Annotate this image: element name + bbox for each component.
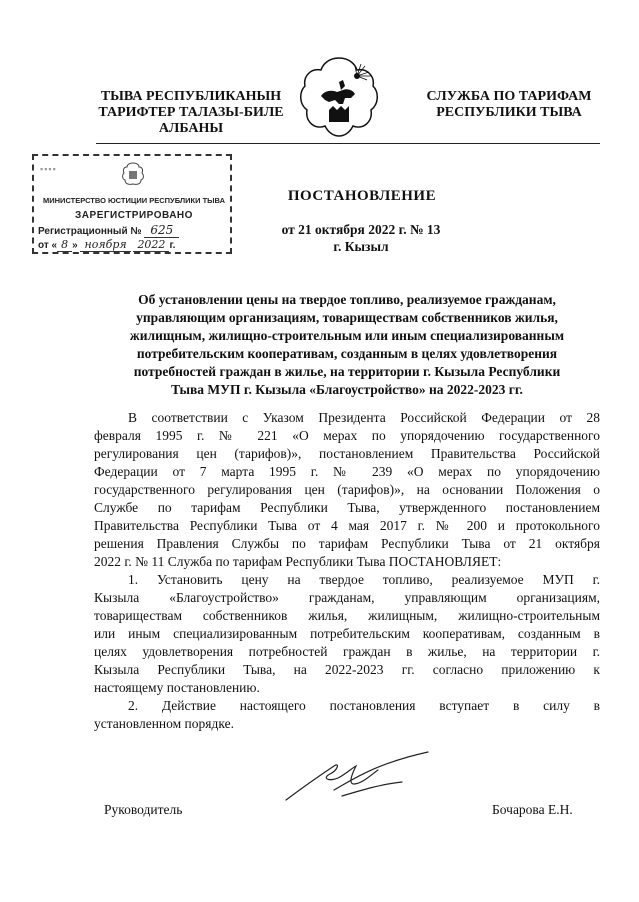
body-line: февраля 1995 г. № 221 «О мерах по упорядочению государственного xyxy=(94,428,600,443)
stamp-faded-corner-mark: ▪▪▪▪ xyxy=(40,164,57,174)
header-divider xyxy=(96,143,600,144)
body-line: 2022 г. № 11 Служба по тарифам Республики Тыва ПОСТАНОВЛЯЕТ: xyxy=(94,554,502,569)
body-line: Кызыла «Благоустройство» гражданам, управляющим организациям, xyxy=(94,590,600,605)
body-line: или иным специализированным потребительским кооперативам, созданным в xyxy=(94,626,600,641)
header-right-line: РЕСПУБЛИКИ ТЫВА xyxy=(436,105,582,120)
body-line: товариществам собственников жилья, жилищным, жилищно-строительным xyxy=(94,608,600,623)
signer-name: Бочарова Е.Н. xyxy=(492,802,573,817)
stamp-registered: ЗАРЕГИСТРИРОВАНО xyxy=(75,210,193,221)
title-line: управляющим организациям, товариществам собственников жилья, xyxy=(136,310,558,325)
stamp-date-suffix: г. xyxy=(169,240,176,251)
body-line: Правительства Республики Тыва от 4 мая 2017 г. № 200 и протокольного xyxy=(94,518,600,533)
coat-of-arms-emblem-icon xyxy=(299,54,379,138)
signer-title: Руководитель xyxy=(104,802,183,817)
stamp-ministry: МИНИСТЕРСТВО ЮСТИЦИИ РЕСПУБЛИКИ ТЫВА xyxy=(43,196,225,205)
body-line: Службе по тарифам Республики Тыва, утвержденного постановлением xyxy=(94,500,600,515)
document-body xyxy=(94,409,600,733)
stamp-date-day: 8 xyxy=(57,238,72,252)
title-line: Об установлении цены на твердое топливо, реализуемое гражданам, xyxy=(138,292,556,307)
stamp-reg-number: 625 xyxy=(144,223,179,238)
header-left-block xyxy=(96,89,286,137)
body-line: решения Правления Службы по тарифам Республики Тыва от 21 октября xyxy=(94,536,600,551)
body-line: целях удовлетворения потребностей граждан в жилье, на территории г. xyxy=(94,644,600,659)
document-title xyxy=(94,291,600,399)
header-left-line: ТАРИФТЕР ТАЛАЗЫ-БИЛЕ xyxy=(98,105,284,120)
stamp-date xyxy=(38,238,175,251)
body-line: Федерации от 7 марта 1995 г. № 239 «О мерах по упорядочению xyxy=(94,464,600,479)
body-line: настоящему постановлению. xyxy=(94,680,260,695)
header-right-line: СЛУЖБА ПО ТАРИФАМ xyxy=(426,89,592,104)
stamp-date-mid: » xyxy=(72,240,78,251)
handwritten-signature-icon xyxy=(282,744,432,806)
title-line: жилищным, жилищно-строительным или иным специализированным xyxy=(129,328,565,343)
body-line: регулирования цен (тарифов)», постановлением Правительства Российской xyxy=(94,446,600,461)
stamp-registration-number xyxy=(38,223,179,237)
body-line: Кызыла Республики Тыва, на 2022-2023 гг. согласно приложению к xyxy=(94,662,600,677)
document-place: г. Кызыл xyxy=(333,239,389,254)
header-right-block xyxy=(418,89,600,121)
document-type: ПОСТАНОВЛЕНИЕ xyxy=(287,188,437,204)
stamp-date-prefix: от « xyxy=(38,240,58,251)
document-date-number: от 21 октября 2022 г. № 13 xyxy=(281,222,441,237)
stamp-date-year: 2022 xyxy=(133,238,169,252)
title-line: потребностей граждан в жилье, на территории г. Кызыла Республики xyxy=(133,364,561,379)
header-left-line: АЛБАНЫ xyxy=(158,121,224,136)
stamp-date-month: ноября xyxy=(80,238,130,252)
body-line: государственного регулирования цен (тарифов)», на основании Положения о xyxy=(94,482,600,497)
stamp-reg-label: Регистрационный № xyxy=(38,226,142,237)
body-line-item-2: 2. Действие настоящего постановления вступает в силу в xyxy=(128,698,600,713)
body-line: установленном порядке. xyxy=(94,716,234,731)
registration-stamp xyxy=(32,154,232,254)
header-left-line: ТЫВА РЕСПУБЛИКАНЫН xyxy=(100,89,282,104)
title-line: Тыва МУП г. Кызыла «Благоустройство» на 2022-2023 гг. xyxy=(171,382,523,397)
stamp-emblem-icon xyxy=(122,162,144,186)
body-line: В соответствии с Указом Президента Российской Федерации от 28 xyxy=(128,410,600,425)
title-line: потребительским кооперативам, созданным в целях удовлетворения xyxy=(136,346,558,361)
body-line-item-1: 1. Установить цену на твердое топливо, реализуемое МУП г. xyxy=(128,572,600,587)
